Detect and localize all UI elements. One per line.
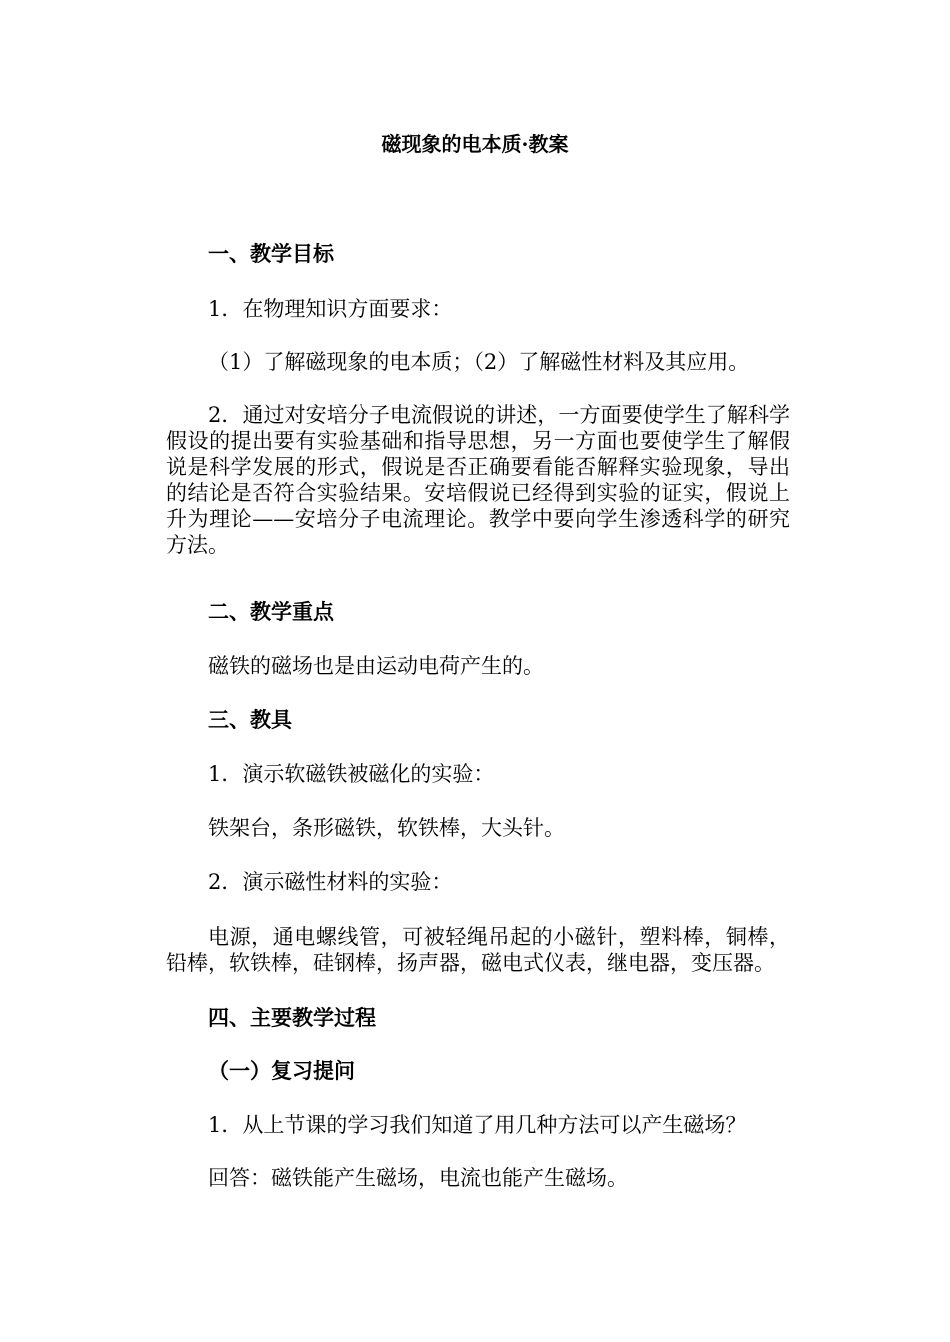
section-heading-process: 四、主要教学过程	[208, 1005, 376, 1030]
subsection-heading-review: （一）复习提问	[208, 1058, 355, 1083]
review-question-1: 1．从上节课的学习我们知道了用几种方法可以产生磁场？	[208, 1113, 747, 1137]
goal-item-1-sub: （1）了解磁现象的电本质；（2）了解磁性材料及其应用。	[208, 350, 750, 374]
equipment-item-2: 2．演示磁性材料的实验：	[208, 870, 453, 894]
equipment-item-2-text: 电源，通电螺线管，可被轻绳吊起的小磁针，塑料棒，铜棒，铅棒，软铁棒，硅钢棒，扬声器，磁电式仪表，继电器，变压器。	[166, 925, 790, 975]
equipment-item-1: 1．演示软磁铁被磁化的实验：	[208, 762, 495, 786]
page-title: 磁现象的电本质·教案	[381, 132, 569, 156]
review-answer-1: 回答：磁铁能产生磁场，电流也能产生磁场。	[208, 1166, 628, 1190]
goal-item-1: 1．在物理知识方面要求：	[208, 297, 453, 321]
section-heading-goals: 一、教学目标	[208, 241, 334, 266]
equipment-item-1-text: 铁架台，条形磁铁，软铁棒，大头针。	[208, 816, 565, 840]
goal-item-2: 2．通过对安培分子电流假说的讲述，一方面要使学生了解科学假设的提出要有实验基础和指导思想，另一方面也要使学生了解假说是科学发展的形式，假说是否正确要看能否解释实验现象，导出的结论是否符合实验结果。安培假说已经得到实验的证实，假说上升为理论——安培分子电流理论。教学中要向学生渗透科学的研究方法。	[166, 403, 790, 557]
section-heading-focus: 二、教学重点	[208, 599, 334, 624]
section-heading-equipment: 三、教具	[208, 707, 292, 732]
focus-text: 磁铁的磁场也是由运动电荷产生的。	[208, 654, 544, 678]
